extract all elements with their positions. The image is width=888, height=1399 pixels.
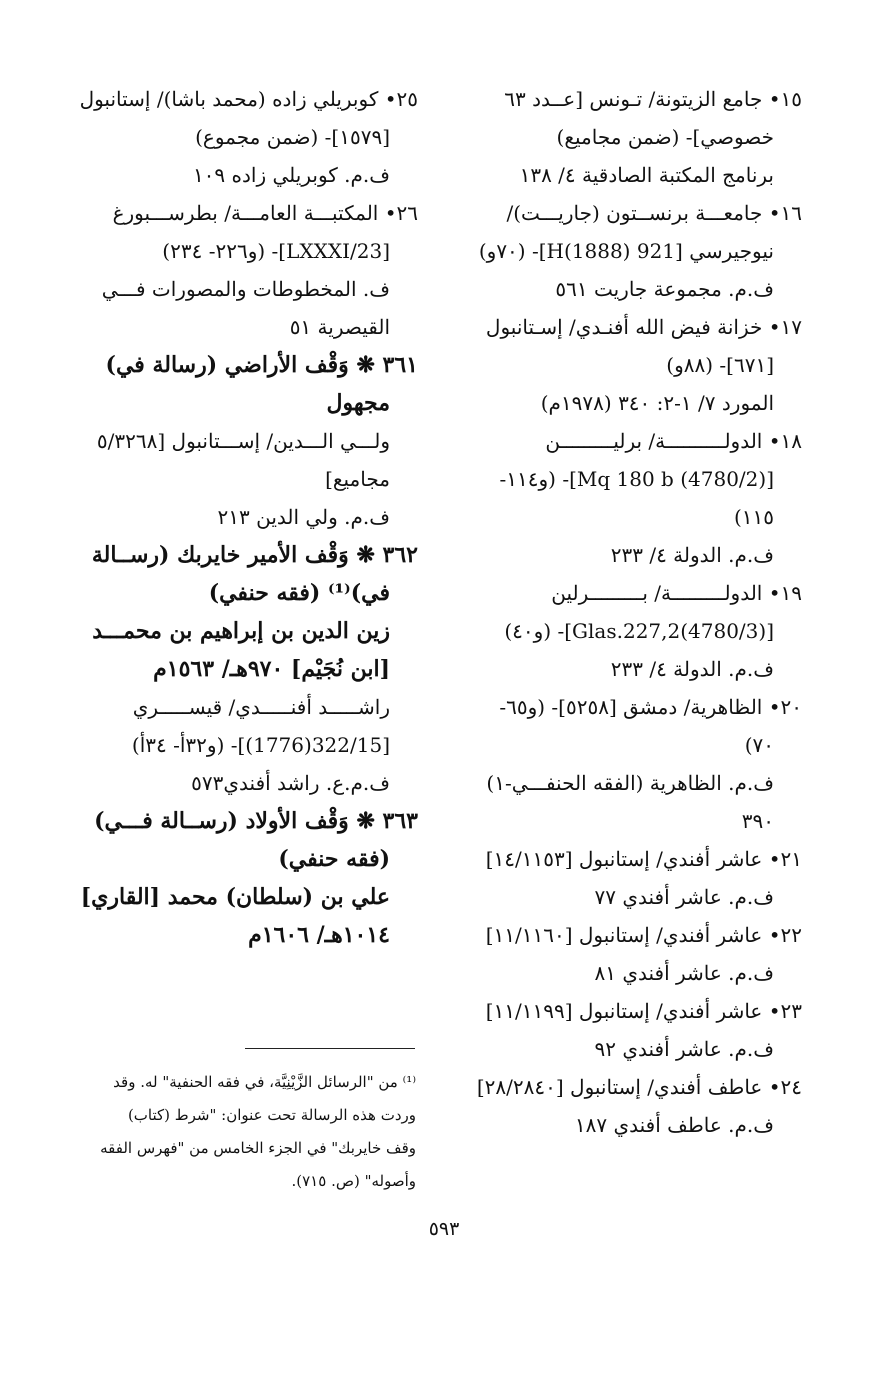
left-column-line: مجاميع] <box>325 467 390 491</box>
right-column-line: ٧٠) <box>744 733 774 757</box>
right-column-line: ٢٤• عاطف أفندي/ إستانبول [٢٨/٢٨٤٠] <box>476 1075 802 1099</box>
right-column-line: خصوصي]- (ضمن مجاميع) <box>556 125 774 149</box>
right-column-line: [Glas.227,2(4780/3)]- (و٤٠) <box>504 619 774 643</box>
right-column-line: ف.م. مجموعة جاريت ٥٦١ <box>555 277 774 301</box>
left-column-line: (فقه حنفي) <box>278 846 390 872</box>
left-column-line: [١٥٧٩]- (ضمن مجموع) <box>195 125 390 149</box>
left-column <box>73 80 418 954</box>
right-column-line: ١٦• جامعـــة برنســتون (جاريـــت)/ <box>506 201 802 225</box>
left-column-line: مجهول <box>326 390 390 416</box>
right-column-line: ٣٩٠ <box>741 809 774 833</box>
left-column-line: ف.م. كوبريلي زاده ١٠٩ <box>192 163 390 187</box>
left-column-line: [322/15(1776)]- (و٣٢أ- ٣٤أ) <box>131 733 390 757</box>
left-column-line: ١٠١٤هـ/ ١٦٠٦م <box>248 922 390 948</box>
right-column-line: برنامج المكتبة الصادقية ٤/ ١٣٨ <box>519 163 774 187</box>
right-column-line: ١١٥) <box>733 505 774 529</box>
footnote-line: وأصوله" (ص. ٧١٥). <box>291 1172 416 1190</box>
left-column-line: ٢٦• المكتبـــة العامـــة/ بطرســـبورغ <box>112 201 418 225</box>
left-column-line: ف.م.ع. راشد أفندي٥٧٣ <box>191 771 390 795</box>
right-column-line: ٢٣• عاشر أفندي/ إستانبول [١١/١١٩٩] <box>485 999 802 1023</box>
right-column-line: [٦٧١]- (٨٨و) <box>666 353 774 377</box>
left-column-line: [LXXXI/23]- (و٢٢٦- ٢٣٤) <box>162 239 390 263</box>
left-column-line: القيصرية ٥١ <box>289 315 390 339</box>
right-column-line: ف.م. عاشر أفندي ٧٧ <box>594 885 774 909</box>
right-column-line: ١٧• خزانة فيض الله أفنـدي/ إسـتانبول <box>485 315 802 339</box>
right-column-line: ١٥• جامع الزيتونة/ تـونس [عــدد ٦٣ <box>504 87 802 111</box>
right-column-line: ف.م. عاطف أفندي ١٨٧ <box>574 1113 774 1137</box>
right-column-line: ١٩• الدولـــــــــة/ بـــــــــرلين <box>551 581 802 605</box>
right-column-line: ٢١• عاشر أفندي/ إستانبول [١٤/١١٥٣] <box>485 847 802 871</box>
left-column-line: ف.م. ولي الدين ٢١٣ <box>217 505 390 529</box>
left-column-line: ف. المخطوطات والمصورات فـــي <box>101 277 390 301</box>
left-column-line: علي بن (سلطان) محمد [القاري] <box>80 884 390 910</box>
left-column-line: ٣٦١ ❋ وَقْف الأراضي (رسالة في) <box>105 352 418 378</box>
page-number: ٥٩٣ <box>428 1218 460 1240</box>
right-column-line: ف.م. الدولة ٤/ ٢٣٣ <box>610 657 774 681</box>
footnote-line: ⁽¹⁾ من "الرسائل الزَّيْنِيَّة، في فقه الحنفية" له. وقد <box>113 1073 416 1091</box>
right-column-line: المورد ٧/ ١-٢: ٣٤٠ (١٩٧٨م) <box>540 391 774 415</box>
right-column <box>442 80 802 1144</box>
footnote <box>70 1066 416 1198</box>
footnote-line: وقف خايربك" في الجزء الخامس من "فهرس الفقه <box>100 1139 416 1157</box>
left-column-line: ٣٦٣ ❋ وَقْف الأولاد (رســالة فـــي) <box>94 808 418 834</box>
right-column-line: نيوجيرسي [921 H(1888)]- (٧٠و) <box>478 239 774 263</box>
right-column-line: ف.م. الظاهرية (الفقه الحنفـــي-١) <box>486 771 774 795</box>
left-column-line: في)⁽¹⁾ (فقه حنفي) <box>208 580 390 606</box>
right-column-line: ف.م. عاشر أفندي ٩٢ <box>594 1037 774 1061</box>
right-column-line: ٢٢• عاشر أفندي/ إستانبول [١١/١١٦٠] <box>485 923 802 947</box>
right-column-line: [Mq 180 b (4780/2)]- (و١١٤- <box>499 467 774 491</box>
left-column-line: ٣٦٢ ❋ وَقْف الأمير خايربك (رســالة <box>91 542 418 568</box>
right-column-line: ف.م. الدولة ٤/ ٢٣٣ <box>610 543 774 567</box>
left-column-line: ٢٥• كوبريلي زاده (محمد باشا)/ إستانبول <box>79 87 418 111</box>
right-column-line: ١٨• الدولــــــــــة/ برليـــــــــن <box>545 429 802 453</box>
left-column-line: زين الدين بن إبراهيم بن محمـــد <box>92 618 390 644</box>
footnote-line: وردت هذه الرسالة تحت عنوان: "شرط (كتاب) <box>127 1106 416 1124</box>
right-column-line: ف.م. عاشر أفندي ٨١ <box>594 961 774 985</box>
left-column-line: [ابن نُجَيْم] ٩٧٠هـ/ ١٥٦٣م <box>153 656 390 682</box>
right-column-line: ٢٠• الظاهرية/ دمشق [٥٢٥٨]- (و٦٥- <box>499 695 802 719</box>
left-column-line: راشـــــد أفنـــــدي/ قيســـــري <box>132 695 390 719</box>
left-column-line: ولـــي الـــدين/ إســـتانبول [٥/٣٢٦٨ <box>96 429 390 453</box>
footnote-separator <box>245 1048 415 1049</box>
